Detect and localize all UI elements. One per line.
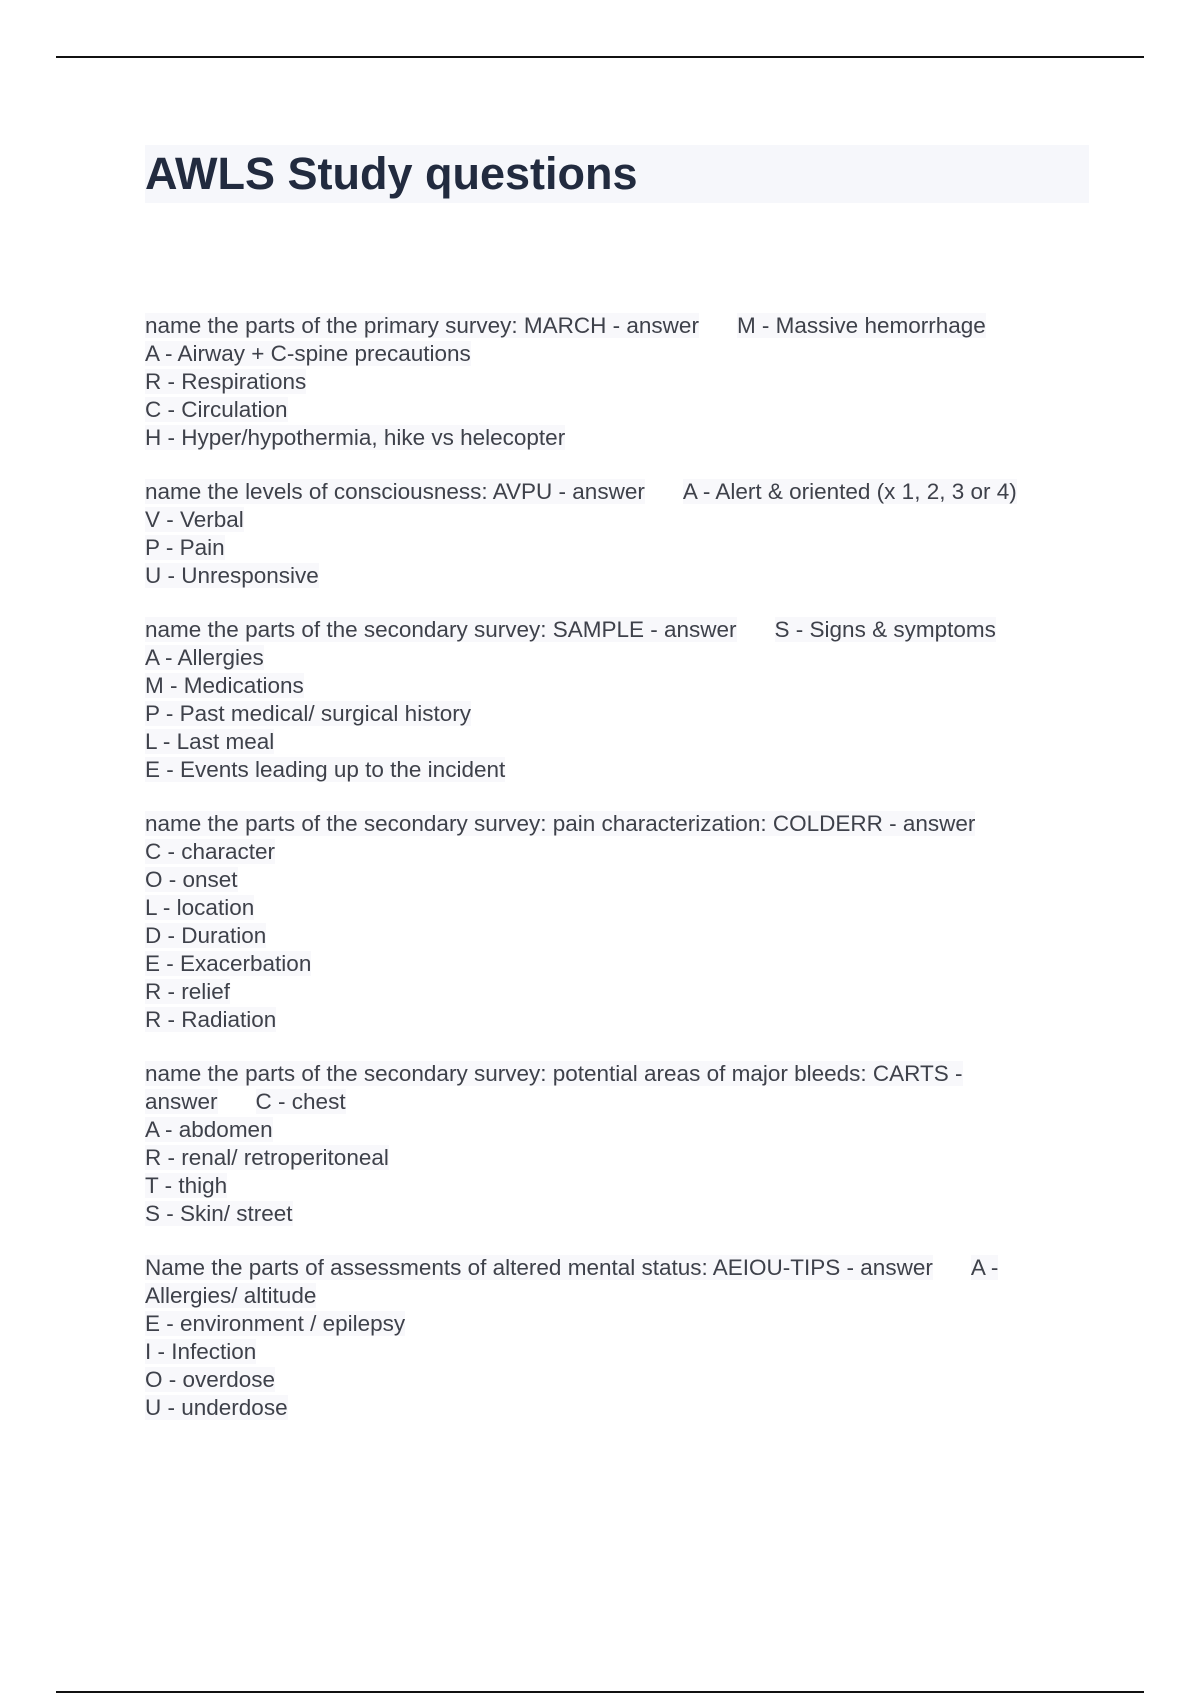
question-line xyxy=(145,1088,1105,1116)
question-text: name the parts of the secondary survey: potential areas of major bleeds: CARTS - xyxy=(145,1061,963,1086)
answer-line: O - overdose xyxy=(145,1367,276,1392)
answer-line: A - abdomen xyxy=(145,1117,273,1142)
answer-line: R - Respirations xyxy=(145,369,307,394)
answer-line: I - Infection xyxy=(145,1339,257,1364)
answer-line: R - relief xyxy=(145,979,231,1004)
answer-line: D - Duration xyxy=(145,923,267,948)
question-line xyxy=(145,312,1105,340)
question-text: name the parts of the primary survey: MARCH - answer xyxy=(145,313,699,338)
question-text-cont: answer xyxy=(145,1089,218,1114)
question-text: name the levels of consciousness: AVPU - answer xyxy=(145,479,645,504)
answer-line: E - Events leading up to the incident xyxy=(145,757,506,782)
qa-item xyxy=(145,810,1105,1034)
answer-line: C - character xyxy=(145,839,276,864)
answer-line: L - Last meal xyxy=(145,729,275,754)
answer-first: C - chest xyxy=(255,1089,346,1114)
answer-line: U - underdose xyxy=(145,1395,288,1420)
top-rule xyxy=(56,56,1144,58)
question-line xyxy=(145,810,1105,838)
qa-list xyxy=(145,312,1105,1448)
answer-line: S - Skin/ street xyxy=(145,1201,293,1226)
qa-item xyxy=(145,1060,1105,1228)
question-text: Name the parts of assessments of altered mental status: AEIOU-TIPS - answer xyxy=(145,1255,933,1280)
answer-line: P - Pain xyxy=(145,535,225,560)
page-title: AWLS Study questions xyxy=(145,148,638,199)
answer-line: L - location xyxy=(145,895,255,920)
answer-line: A - Airway + C-spine precautions xyxy=(145,341,471,366)
answer-line: E - environment / epilepsy xyxy=(145,1311,406,1336)
answer-line: T - thigh xyxy=(145,1173,228,1198)
answer-line: E - Exacerbation xyxy=(145,951,312,976)
question-line xyxy=(145,616,1105,644)
qa-item xyxy=(145,312,1105,452)
answer-line: R - Radiation xyxy=(145,1007,277,1032)
answer-line: Allergies/ altitude xyxy=(145,1283,317,1308)
answer-line: P - Past medical/ surgical history xyxy=(145,701,471,726)
answer-line: V - Verbal xyxy=(145,507,244,532)
question-text: name the parts of the secondary survey: SAMPLE - answer xyxy=(145,617,737,642)
answer-line: R - renal/ retroperitoneal xyxy=(145,1145,389,1170)
answer-line: U - Unresponsive xyxy=(145,563,319,588)
qa-item xyxy=(145,1254,1105,1422)
answer-line: M - Medications xyxy=(145,673,304,698)
bottom-rule xyxy=(56,1691,1144,1693)
answer-line: A - Allergies xyxy=(145,645,264,670)
answer-line: C - Circulation xyxy=(145,397,288,422)
answer-first: S - Signs & symptoms xyxy=(774,617,996,642)
answer-first: A - Alert & oriented (x 1, 2, 3 or 4) xyxy=(682,479,1017,504)
question-line xyxy=(145,1060,1105,1088)
answer-line: H - Hyper/hypothermia, hike vs helecopter xyxy=(145,425,566,450)
answer-line: O - onset xyxy=(145,867,238,892)
qa-item xyxy=(145,616,1105,784)
answer-first: M - Massive hemorrhage xyxy=(736,313,986,338)
answer-first: A - xyxy=(970,1255,999,1280)
question-line xyxy=(145,478,1105,506)
question-text: name the parts of the secondary survey: pain characterization: COLDERR - answer xyxy=(145,811,976,836)
qa-item xyxy=(145,478,1105,590)
question-line xyxy=(145,1254,1105,1282)
